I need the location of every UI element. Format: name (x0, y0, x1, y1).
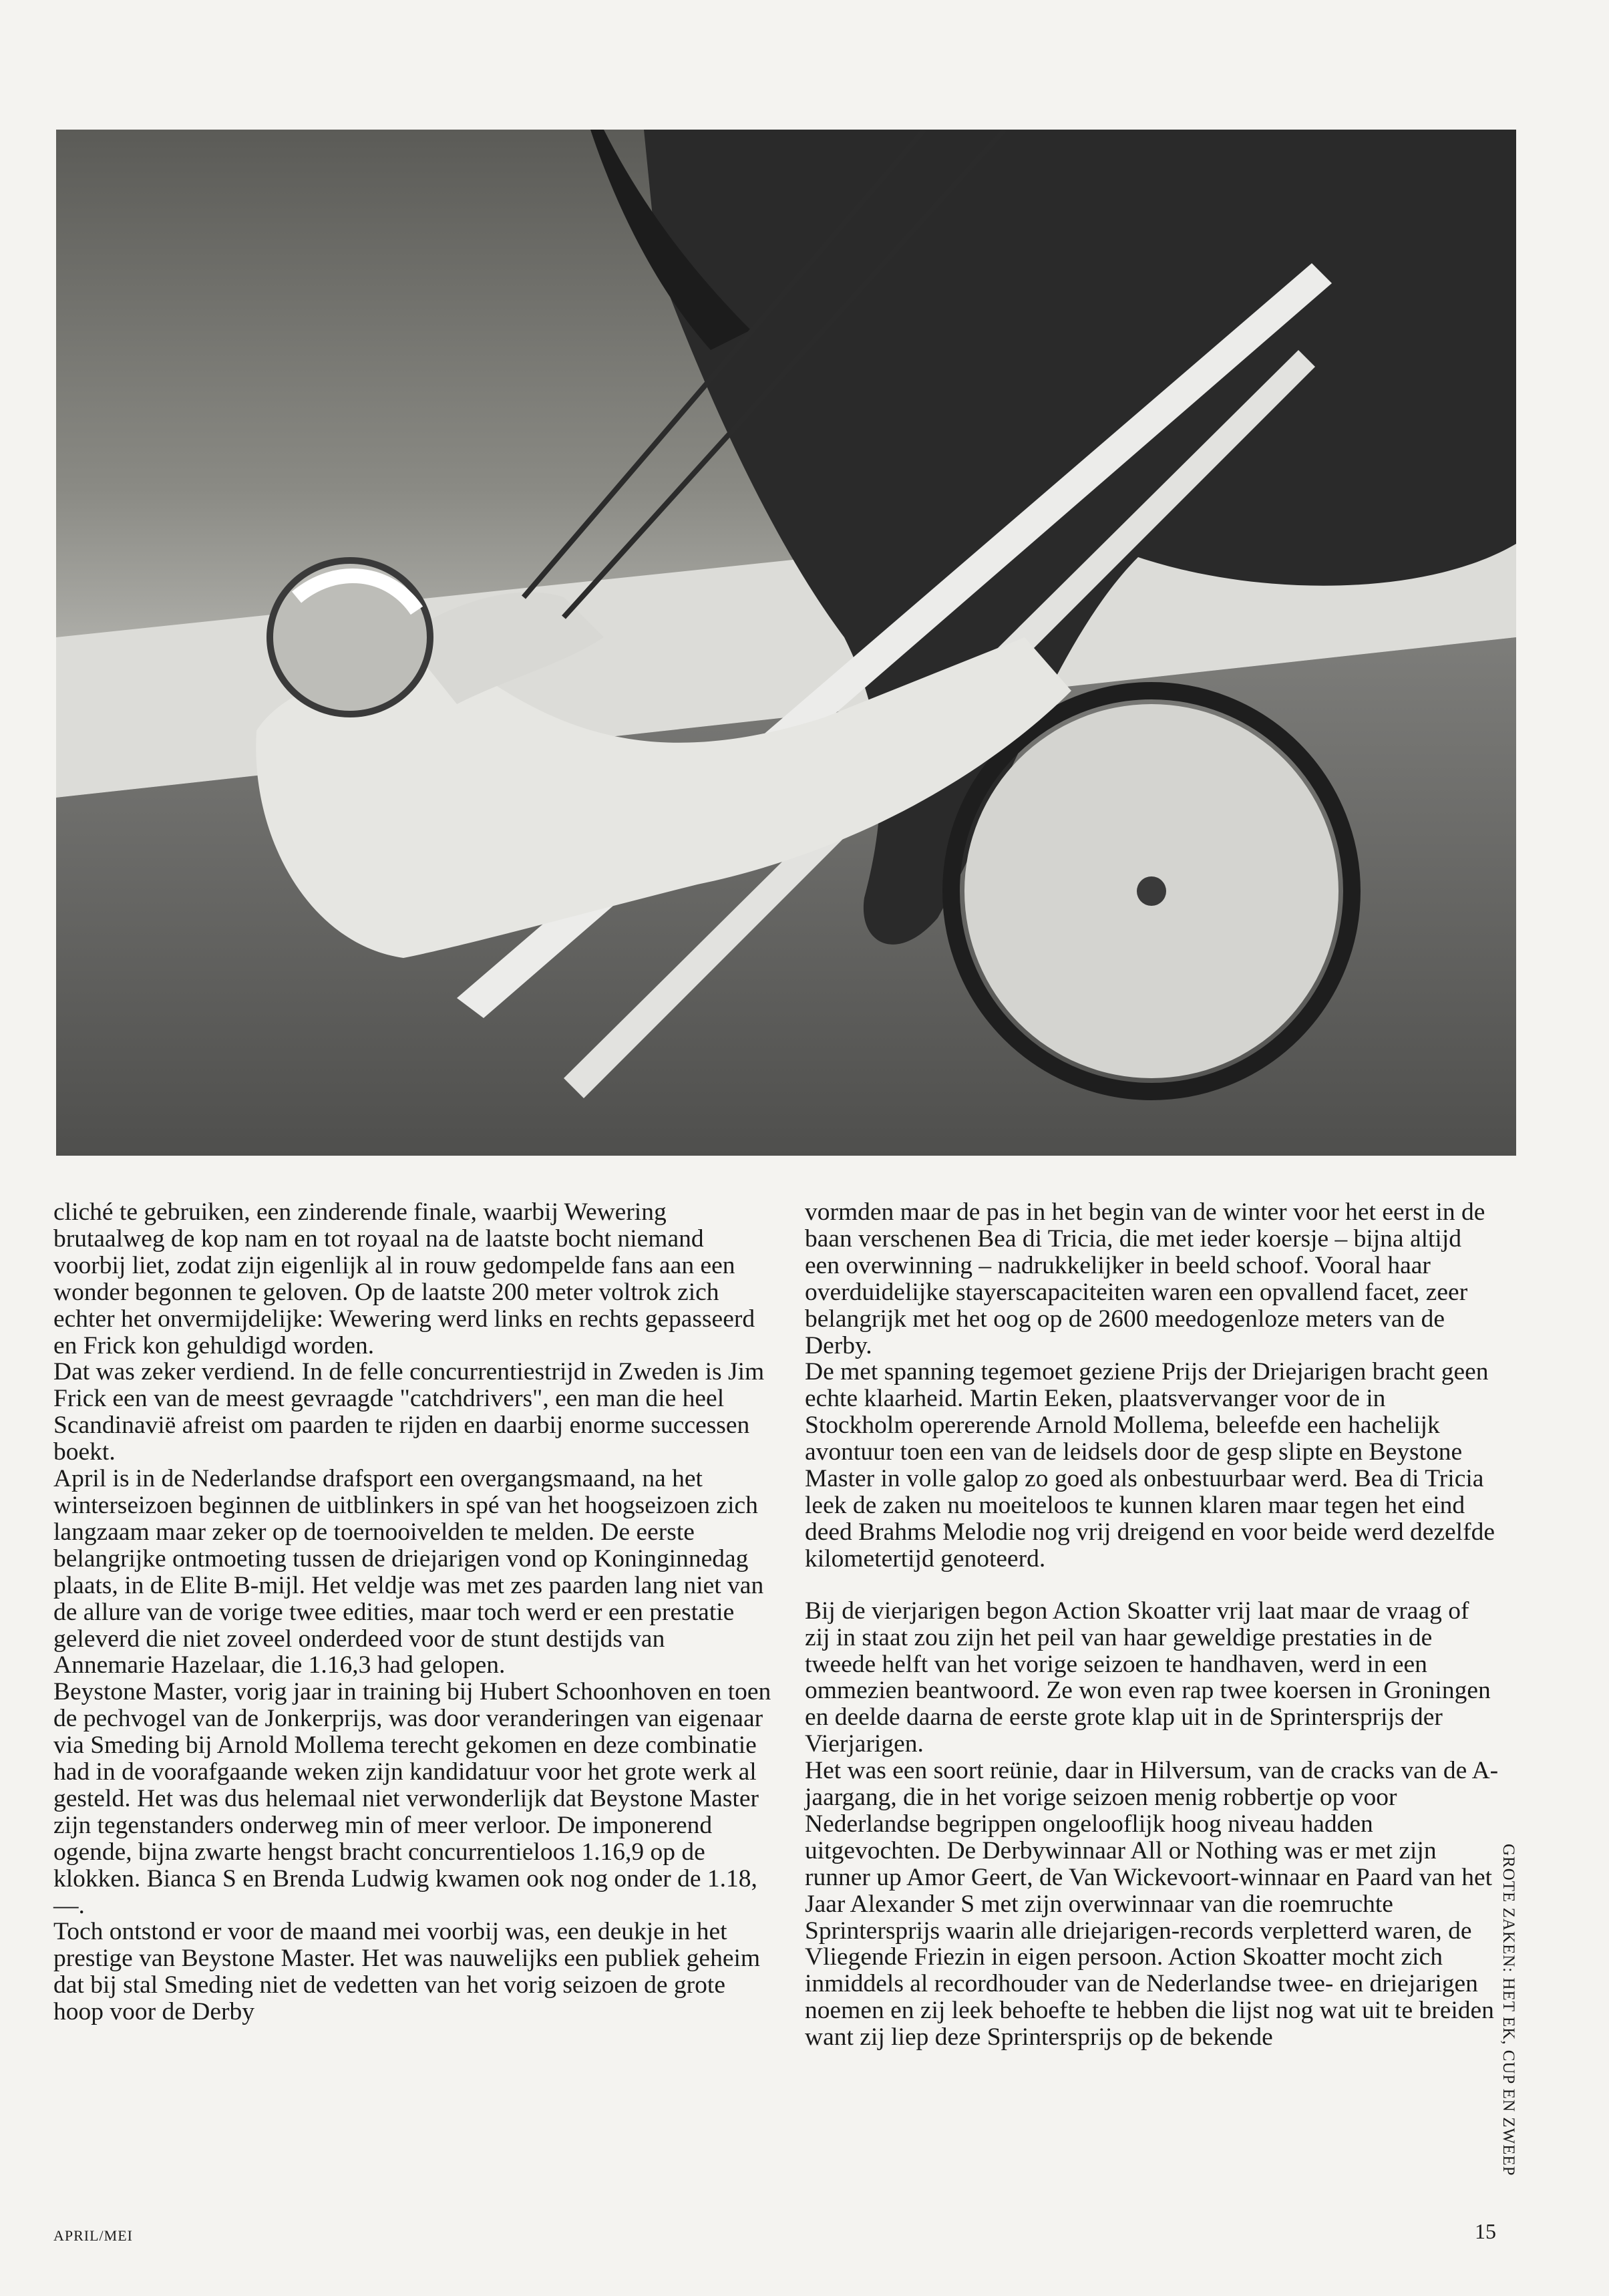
race-photo (56, 130, 1516, 1156)
running-section-title: GROTE ZAKEN: HET EK, CUP EN ZWEEP (1499, 1844, 1517, 2176)
issue-label: APRIL/MEI (53, 2227, 133, 2244)
wheel-hub (1137, 876, 1166, 906)
article-column-left (53, 1199, 775, 2025)
paragraph: Het was een soort reünie, daar in Hilversum, van de cracks van de A-jaargang, die in het vorige seizoen menig robbertje op voor Nederlandse begrippen ongelooflijk hoog niveau hadden uitgevochten. De Derbywinnaar All or Nothing was er met zijn runner up Amor Geert, de Van Wickevoort-winnaar en Paard van het Jaar Alexander S met zijn overwinnaar van die roemruchte Sprintersprijs waarin alle driejarigen-records verpletterd waren, de Vliegende Friezin in eigen persoon. Action Skoatter mocht zich inmiddels al recordhouder van de Nederlandse twee- en driejarigen noemen en zij leek behoefte te hebben die lijst nog wat uit te breiden want zij liep deze Sprintersprijs op de bekende (805, 1757, 1499, 2052)
paragraph: Bij de vierjarigen begon Action Skoatter vrij laat maar de vraag of zij in staat zou zijn het peil van haar geweldige prestaties in de tweede helft van het vorige seizoen te handhaven, werd in een ommezien beantwoord. Ze won even rap twee koersen in Groningen en deelde daarna de eerste grote klap uit in de Sprintersprijs der Vierjarigen. (805, 1597, 1491, 1758)
paragraph: April is in de Nederlandse drafsport een overgangsmaand, na het winterseizoen beginnen de uitblinkers in spé van het hoogseizoen zich langzaam maar zeker op de toernooivelden te melden. De eerste belangrijke ontmoeting tussen de driejarigen vond op Koninginnedag plaats, in de Elite B-mijl. Het veldje was met zes paarden lang niet van de allure van de vorige twee edities, maar toch werd er een prestatie geleverd die niet zoveel onderdeed voor de stunt destijds van Annemarie Hazelaar, die 1.16,3 had gelopen. (53, 1465, 764, 1679)
driver-helmet (270, 560, 430, 714)
paragraph: cliché te gebruiken, een zinderende finale, waarbij Wewering brutaalweg de kop nam en tot royaal na de laatste bocht niemand voorbij liet, zodat zijn eigenlijk al in rouw gedompelde fans aan een wonder begonnen te geloven. Op de laatste 200 meter voltrok zich echter het onvermijdelijke: Wewering werd links en rechts gepasseerd en Frick kon gehuldigd worden. (53, 1198, 755, 1359)
harness-racing-photo (56, 130, 1516, 1156)
paragraph: vormden maar de pas in het begin van de winter voor het eerst in de baan verschenen Bea di Tricia, die met ieder koersje – bijna altijd een overwinning – nadrukkelijker in beeld schoof. Vooral haar overduidelijke stayerscapaciteiten waren een opvallend facet, zeer belangrijk met het oog op de 2600 meedogenloze meters van de Derby. (805, 1198, 1485, 1359)
paragraph: De met spanning tegemoet geziene Prijs der Driejarigen bracht geen echte klaarheid. Martin Eeken, plaatsvervanger voor de in Stockholm opererende Arnold Mollema, beleefde een hachelijk avontuur toen een van de leidsels door de gesp slipte en Beystone Master in volle galop zo goed als onbestuurbaar werd. Bea di Tricia leek de zaken nu moeiteloos te kunnen klaren maar tegen het eind deed Brahms Melodie nog vrij dreigend en voor beide werd dezelfde kilometertijd genoteerd. (805, 1358, 1495, 1573)
paragraph: Dat was zeker verdiend. In de felle concurrentiestrijd in Zweden is Jim Frick een van de meest gevraagde "catchdrivers", een man die heel Scandinavië afreist om paarden te rijden en daarbij enorme successen boekt. (53, 1358, 765, 1466)
page-number: 15 (1475, 2219, 1496, 2243)
article-column-right (805, 1199, 1499, 2051)
paragraph: Toch ontstond er voor de maand mei voorbij was, een deukje in het prestige van Beystone Master. Het was nauwelijks een publiek geheim dat bij stal Smeding niet de vedetten van het vorig seizoen de grote hoop voor de Derby (53, 1918, 761, 2026)
paragraph: Beystone Master, vorig jaar in training bij Hubert Schoonhoven en toen de pechvogel van de Jonkerprijs, was door veranderingen van eigenaar via Smeding bij Arnold Mollema terecht gekomen en deze combinatie had in de voorafgaande weken zijn kandidatuur voor het grote werk al gesteld. Het was dus helemaal niet verwonderlijk dat Beystone Master zijn tegenstanders onderweg min of meer verloor. De imponerend ogende, bijna zwarte hengst bracht concurrentieloos 1.16,9 op de klokken. Bianca S en Brenda Ludwig kwamen ook nog onder de 1.18,—. (53, 1678, 771, 1919)
